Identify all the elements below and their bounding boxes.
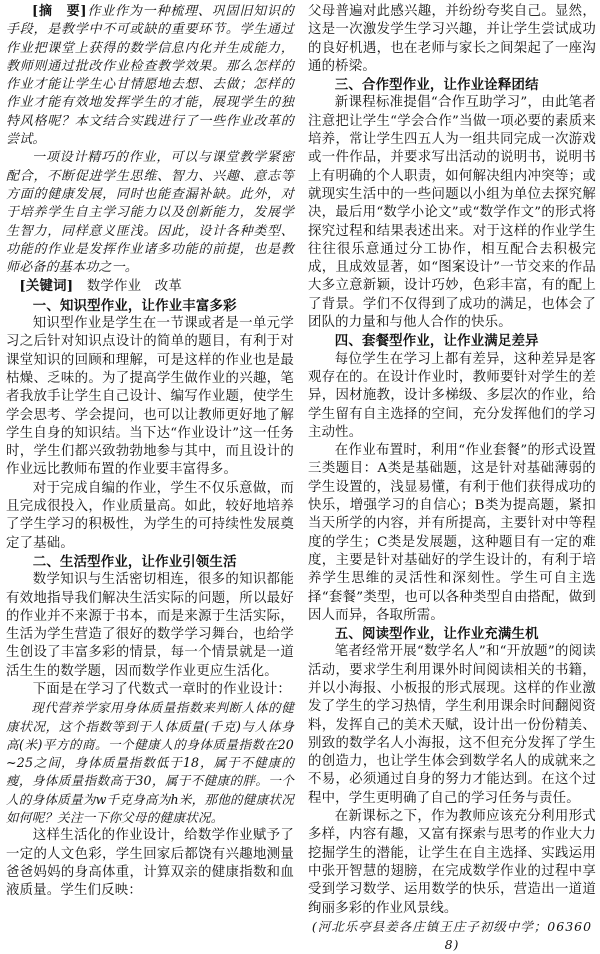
conclusion-paragraph: 在新课标之下，作为教师应该充分利用形式多样，内容有趣，又富有探索与思考的作业大力挖掘学生的潜能，让学生在自主选择、实践运用中张开智慧的翅膀，在完成数学作业的过程中享受到学习数学、运用数学的快乐，营造出一道道绚丽多彩的作业风景线。 — [308, 809, 596, 916]
section-5-heading: 五、阅读型作业，让作业充满生机 — [334, 626, 539, 643]
abstract-text: 作业作为一种梳理、巩固旧知识的手段，是教学中不可或缺的重要环节。学生通过作业把课堂上获得的数学信息内化并生成能力，教师则通过批改作业检查教学效果。那么怎样的作业才能让学生心甘情愿地去想、去做；怎样的作业才能有效地发挥学生的才能，展现学生的独特风格呢？本文结合实践进行了一些作业改革的尝试。 — [6, 4, 294, 148]
section-2-example: 现代营养学家用身体质量指数来判断人体的健康状况，这个指数等到于人体质量(千克)与人体身高(米)平方的商。一个健康人的身体质量指数在20~25之间，身体质量指数低于18，属于不健康的瘦，身体质量指数高于30，属于不健康的胖。一个人的身体质量为w千克身高为h米，那他的健康状况如何呢？关注一下你父母的健康状况。 — [6, 700, 294, 826]
abstract — [6, 3, 294, 149]
section-1-paragraph-2: 对于完成自编的作业，学生不仅乐意做，而且完成很投入，作业质量高。如此，较好地培养了学生学习的积极性，为学生的可持续性发展奠定了基础。 — [6, 480, 294, 551]
section-2-paragraph-2: 下面是在学习了代数式一章时的作业设计： — [32, 681, 292, 697]
section-3-heading: 三、合作型作业，让作业诠释团结 — [334, 77, 539, 94]
author-affiliation: (河北乐亭县姜各庄镇王庄子初级中学；063608) — [311, 918, 593, 953]
section-2-paragraph-1: 数学知识与生活密切相连，很多的知识都能有效地指导我们解决生活实际的问题，所以最好的作业并不来源于书本，而是来源于生活实际，生活为学生营造了很好的数学学习舞台，也给学生创设了丰富多彩的情景，每一个情景就是一道活生生的数学题，因而数学作业更应生活化。 — [6, 572, 294, 679]
section-2-paragraph-3: 这样生活化的作业设计，给数学作业赋予了一定的人文色彩，学生回家后都饶有兴趣地测量爸爸妈妈的身高体重，计算双亲的健康指数和血液质量。学生们反映： — [6, 828, 294, 899]
section-2-heading: 二、生活型作业，让作业引领生活 — [32, 553, 237, 570]
keywords — [6, 277, 294, 296]
section-1-heading: 一、知识型作业，让作业丰富多彩 — [32, 297, 237, 314]
section-5-paragraph-1: 笔者经常开展“数学名人”和“开放题”的阅读活动，要求学生利用课外时间阅读相关的书籍，并以小海报、小板报的形式展现。这样的作业激发了学生的学习热情，学生利用课余时间翻阅资料，发挥自己的美术天赋，设计出一份份精美、别致的数学名人小海报，这不但充分发挥了学生的创造力，也让学生体会到数学名人的成就来之不易，必须通过自身的努力才能达到。在这个过程中，学生更明确了自己的学习任务与责任。 — [308, 644, 596, 806]
section-1-paragraph-1: 知识型作业是学生在一节课或者是一单元学习之后针对知识点设计的简单的题目，有利于对课堂知识的回顾和理解，可是这样的作业也是最枯燥、乏味的。为了提高学生做作业的兴趣，笔者我放手让学生自己设计、编写作业题，使学生学会思考、学会提问，也可以让教师更好地了解学生自身的知识结。当下达“作业设计”这一任务时，学生们都兴致勃勃地参与其中，而且设计的作业远比教师布置的作业要丰富得多。 — [6, 316, 294, 478]
section-4-heading: 四、套餐型作业，让作业满足差异 — [334, 333, 539, 350]
continuation-paragraph: 父母普遍对此感兴趣，并纷纷夸奖自己。显然，这是一次激发学生学习兴趣，并让学生尝试成功的良好机遇，也在老师与家长之间架起了一座沟通的桥梁。 — [308, 4, 596, 74]
section-4-paragraph-2: 在作业布置时，利用“作业套餐”的形式设置三类题目：A类是基础题，这是针对基础薄弱的学生设置的，浅显易懂，有利于他们获得成功的快乐，增强学习的自信心；B类为提高题，紧扣当天所学的内容，并有所提高，主要针对中等程度的学生；C类是发展题，这种题目有一定的难度，主要是针对基础好的学生设计的，有利于培养学生思维的灵活性和深刻性。学生可自主选择“套餐”类型，也可以各种类型自由搭配，做到因人而异，各取所需。 — [308, 443, 596, 623]
keywords-text: 数学作业 改革 — [86, 279, 182, 295]
section-3-paragraph-1: 新课程标准提倡“合作互助学习”，由此笔者注意把让学生“学会合作”当做一项必要的素质来培养，常让学生四五人为一组共同完成一次游戏或一件作品，并要求写出活动的说明书，说明书上有明确的个人职责，如何解决组内冲突等；或就现实生活中的一些问题以小组为单位去探究解决，最后用“数学小论文”或“数学作文”的形式将探究过程和结果表述出来。对于这样的作业学生往往很乐意通过分工协作，相互配合去积极完成，且成效显著，如“图案设计”一节交来的作品大多立意新颖，设计巧妙，色彩丰富，有的配上了背景。学们不仅得到了成功的满足，也体会了团队的力量和与他人合作的快乐。 — [308, 95, 596, 331]
section-4-paragraph-1: 每位学生在学习上都有差异，这种差异是客观存在的。在设计作业时，教师要针对学生的差异，因材施教，设计多梯级、多层次的作业，给学生留有自主选择的空间，充分发挥他们的学习主动性。 — [308, 351, 596, 440]
intro-paragraph: 一项设计精巧的作业，可以与课堂教学紧密配合，不断促进学生思维、智力、兴趣、意志等方面的健康发展，同时也能查漏补缺。此外，对于培养学生自主学习能力以及创新能力，发展学生智力，同样意义匪浅。因此，设计各种类型、功能的作业是发挥作业诸多功能的前提，也是教师必备的基本功之一。 — [6, 150, 294, 276]
keywords-label: [关键词] — [19, 278, 74, 295]
right-column — [308, 3, 596, 954]
left-column — [6, 3, 294, 901]
abstract-label: [摘 要] — [32, 4, 87, 19]
